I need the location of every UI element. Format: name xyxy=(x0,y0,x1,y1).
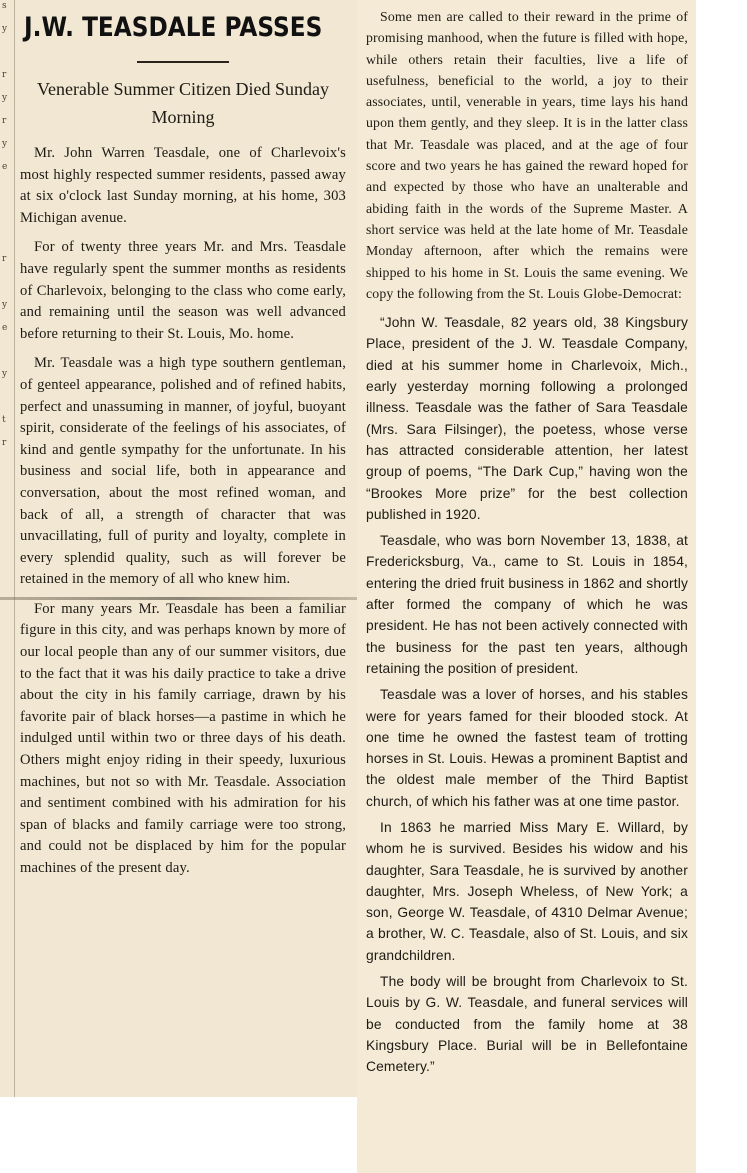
article-paragraph: For of twenty three years Mr. and Mrs. Teasdale have regularly spent the summer months as residents of Charlevoix, belonging to the class who come early, and remaining until the season was well advanced before returning to their St. Louis, Mo. home. xyxy=(20,239,346,342)
right-clipping xyxy=(357,0,696,1173)
margin-fragment: y xyxy=(2,93,8,103)
adjacent-column-fragment xyxy=(0,0,15,1097)
margin-fragment xyxy=(0,230,14,243)
margin-fragment: y xyxy=(2,24,8,34)
margin-fragment xyxy=(0,483,14,496)
margin-fragment: s xyxy=(2,1,7,11)
article-paragraph: Some men are called to their reward in the prime of promising manhood, when the future is filled with hope, while others retain their faculties, live a life of usefulness, beneficial to the world, a joy to their associates, until, venerable in years, time lays his hand upon them gently, and they sleep. It is in the latter class that Mr. Teasdale was placed, and at the age of four score and two years he has gained the reward hoped for and expected by those who have an unalterable and abiding faith in the words of the Supreme Master. A short service was held at the late home of Mr. Teasdale Monday afternoon, after which the remains were shipped to his home in St. Louis the same evening. We copy the following from the St. Louis Globe-Democrat: xyxy=(366,9,688,301)
headline-rule xyxy=(137,61,229,63)
margin-fragment xyxy=(0,460,14,473)
article-paragraph: For many years Mr. Teasdale has been a familiar figure in this city, and was perhaps known by more of our local people than any of our summer visitors, due to the fact that it was his daily practice to take a drive about the city in his family carriage, drawn by his favorite pair of black horses—a pastime in which he indulged until within two or three days of his death. Others might enjoy riding in their speedy, luxurious machines, but not so with Mr. Teasdale. Association and sentiment combined with his admiration for his span of blacks and family carriage were too strong, and could not be displaced by him for the popular machines of the present day. xyxy=(20,600,346,876)
margin-fragment: r xyxy=(2,254,7,264)
margin-fragment xyxy=(0,207,14,220)
quoted-paragraph: The body will be brought from Charlevoix to St. Louis by G. W. Teasdale, and funeral services will be conducted from the family home at 38 Kingsbury Place. Burial will be in Bellefontaine Cemetery.” xyxy=(366,974,688,1075)
margin-fragment xyxy=(0,276,14,289)
margin-fragment: t xyxy=(2,415,6,425)
right-body-text xyxy=(366,6,688,304)
quoted-paragraph: In 1863 he married Miss Mary E. Willard, by whom he is survived. Besides his widow and his daughter, Sara Teasdale, he is survived by another daughter, Mrs. Joseph Wheless, of New York; a son, George W. Teasdale, of 4310 Delmar Avenue; a brother, W. C. Teasdale, also of St. Louis, and six grandchildren. xyxy=(366,819,688,963)
article-right-column xyxy=(366,6,688,1083)
article-paragraph: Mr. John Warren Teasdale, one of Charlevoix's most highly respected summer residents, passed away at six o'clock last Sunday morning, at his home, 303 Michigan avenue. xyxy=(20,145,346,226)
margin-fragment: e xyxy=(2,323,8,333)
margin-fragment xyxy=(0,46,14,59)
margin-fragment: r xyxy=(2,70,7,80)
margin-fragment xyxy=(0,345,14,358)
globe-democrat-quote xyxy=(366,312,688,1077)
margin-fragment: r xyxy=(2,438,7,448)
article-subhead: Venerable Summer Citizen Died Sunday Morning xyxy=(37,79,329,127)
quoted-paragraph: Teasdale, who was born November 13, 1838, at Fredericksburg, Va., came to St. Louis in 1854, entering the dried fruit business in 1862 and shortly after formed the company of which he was president. He has not been actively connected with the business for the past ten years, although retaining the position of president. xyxy=(366,533,688,676)
margin-fragment xyxy=(0,184,14,197)
quoted-paragraph: Teasdale was a lover of horses, and his stables were for years famed for their blooded stock. At one time he owned the fastest team of trotting horses in St. Louis. Hewas a prominent Baptist and the oldest male member of the Third Baptist church, of which his father was at one time pastor. xyxy=(366,687,688,809)
margin-fragment: y xyxy=(2,369,8,379)
left-body-text xyxy=(20,143,346,880)
margin-fragment xyxy=(0,391,14,404)
article-left-column xyxy=(20,6,346,888)
margin-fragment: y xyxy=(2,300,8,310)
margin-fragment: r xyxy=(2,116,7,126)
left-clipping xyxy=(0,0,358,1097)
margin-fragment: y xyxy=(2,139,8,149)
quoted-paragraph: “John W. Teasdale, 82 years old, 38 Kingsbury Place, president of the J. W. Teasdale Company, died at his summer home in Charlevoix, Mich., early yesterday morning following a prolonged illness. Teasdale was the father of Sara Teasdale (Mrs. Sara Filsinger), the poetess, whose verse has attracted considerable attention, her latest group of poems, “The Dark Cup,” having won the “Brookes More prize” for the best collection published in 1920. xyxy=(366,315,688,522)
article-headline: J.W. TEASDALE PASSES xyxy=(24,12,323,43)
article-paragraph: Mr. Teasdale was a high type southern gentleman, of genteel appearance, polished and of refined habits, perfect and unassuming in manner, of joyful, buoyant spirit, considerate of the feelings of his associates, of kind and gentle sympathy for the unfortunate. In his business and social life, both in appearance and conversation, about the most refined woman, and back of all, a strength of character that was unvacillating, full of purity and loyalty, complete in every splendid quality, such as will forever be retained in the memory of all who knew him. xyxy=(20,355,346,588)
margin-fragment: e xyxy=(2,162,8,172)
